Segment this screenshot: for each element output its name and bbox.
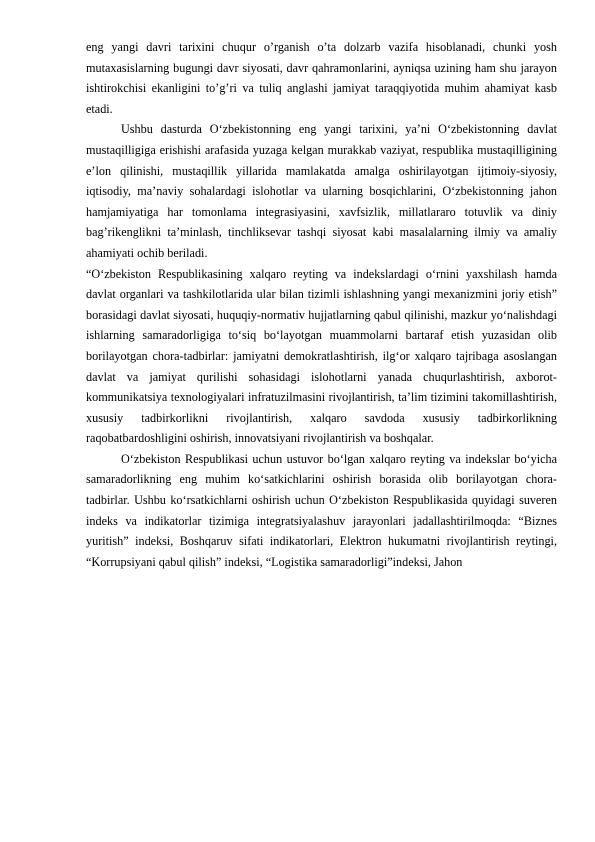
paragraph-1: eng yangi davri tarixini chuqur o’rganish o’ta dolzarb vazifa hisoblanadi, chunki yosh mutaxasislarning bugungi davr siyosati, davr qahramonlarini, ayniqsa uzining ham shu jarayon ishtirokchisi ekanligini to’g’ri va tuliq anglashi jamiyat taraqqiyotida muhim ahamiyat kasb etadi. [86,40,557,116]
body-text [86,37,557,572]
paragraph-2: Ushbu dasturda O‘zbekistonning eng yangi tarixini, ya’ni O‘zbekistonning davlat mustaqilligiga erishishi arafasida yuzaga kelgan murakkab vaziyat, respublika mustaqilligining e’lon qilinishi, mustaqillik yillarida mamlakatda amalga oshirilayotgan ijtimoiy-siyosiy, iqtisodiy, ma’naviy sohalardagi islohotlar va ularning bosqichlarini, O‘zbekistonning jahon hamjamiyatiga har tomonlama integrasiyasini, xavfsizlik, millatlararo totuvlik va diniy bag’rikenglikni ta’minlash, tinchliksevar tashqi siyosat kabi masalalarning ilmiy va amaliy ahamiyati ochib beriladi. [86,122,557,260]
paragraph-3: “O‘zbekiston Respublikasining xalqaro reyting va indekslardagi o‘rnini yaxshilash hamda davlat organlari va tashkilotlarida ular bilan tizimli ishlashning yangi mexanizmini joriy etish” borasidagi davlat siyosati, huquqiy-normativ hujjatlarning qabul qilinishi, mazkur yo‘nalishdagi ishlarning samaradorligiga to‘siq bo‘layotgan muammolarni bartaraf etish yuzasidan olib borilayotgan chora-tadbirlar: jamiyatni demokratlashtirish, ilg‘or xalqaro tajribaga asoslangan davlat va jamiyat qurilishi sohasidagi islohotlarni yanada chuqurlashtirish, axborot-kommunikatsiya texnologiyalari infratuzilmasini rivojlantirish, ta’lim tizimini takomillashtirish, xususiy tadbirkorlikni rivojlantirish, xalqaro savdoda xususiy tadbirkorlikning raqobatbardoshligini oshirish, innovatsiyani rivojlantirish va boshqalar. [86,266,557,446]
paragraph-4: O‘zbekiston Respublikasi uchun ustuvor bo‘lgan xalqaro reyting va indekslar bo‘yicha samaradorlikning eng muhim ko‘satkichlarini oshirish borasida olib borilayotgan chora-tadbirlar. Ushbu ko‘rsatkichlarni oshirish uchun O‘zbekiston Respublikasida quyidagi suveren indeks va indikatorlar tizimiga integratsiyalashuv jarayonlari jadallashtirilmoqda: “Biznes yuritish” indeksi, Boshqaruv sifati indikatorlari, Elektron hukumatni rivojlantirish reytingi, “Korrupsiyani qabul qilish” indeksi, “Logistika samaradorligi”indeksi, Jahon [86,451,557,569]
